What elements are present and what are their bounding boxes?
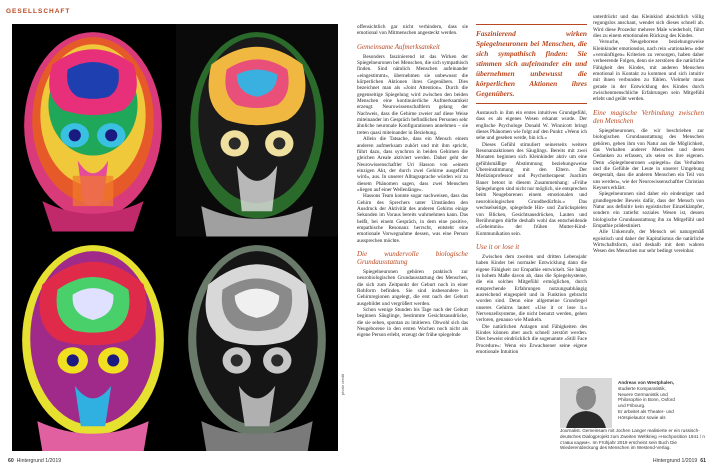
bio-line: Hörspielautor sowie als: [618, 414, 666, 420]
pull-quote: Faszinierend wirken Spiegelneuronen bei Menschen, die sich sympathisch finden: Sie stimmen sich aufeinander ein und übernehmen unbewusst die körperlichen Aktionen ihres Gegenübers.: [476, 24, 587, 104]
paragraph: Hassons Team konnte sogar nachweisen, dass das Gehirn des Sprechers unter Umständen den Ausdruck der Aktivität des anderen Gehirns einige Sekunden im Voraus bereits wahrnehmen kann. Das heißt, bei einem Gespräch, in dem eine positive, empathische Resonanz herrscht, entsteht eine emotionale Vorwegnahme dessen, was eine Person aussprechen möchte.: [357, 193, 468, 244]
mri-scan-bottom-left: [12, 239, 174, 452]
mri-photo-grid: [12, 24, 338, 451]
paragraph: offensichtlich gar nicht verhindern, dass sie emotional von Mitmenschen angesteckt werden.: [357, 24, 468, 37]
paragraph: Schon wenige Stunden bis Tage nach der Geburt beginnen Säuglinge, bestimmte Gesichtsausdrücke, die sie sehen, spontan zu imitieren. Obwohl sich das Neugeborene in den ersten Wochen noch nicht als eigene Person erlebt, erzeugt der frühe spiegelnde: [357, 307, 468, 339]
publication-title: Hintergrund 1/2019: [16, 458, 62, 464]
paragraph: Zwischen dem zweiten und dritten Lebensjahr haben Kinder bei normaler Entwicklung dann die eigene Fähigkeit zur Empathie entwickelt. Sie hängt in hohem Maße davon ab, dass die Spiegelsysteme, die ein solches Mitgefühl ermöglichen, durch entsprechende Erfahrungen nutzungsabhängig ausreichend eingespielt und in Funktion gebracht worden sind. Denn eine allgemeine Grundregel unseres Gehirns lautet: »Use it or lose it.« Nervenzellsysteme, die nicht benutzt werden, gehen verloren, genauso wie Muskeln.: [476, 253, 587, 324]
page-number: 61: [700, 458, 706, 464]
footer-right: [653, 458, 706, 464]
bio-line: studierte Komparatistik,: [618, 385, 666, 391]
mri-scan-bottom-right: [176, 239, 338, 452]
subheading: Eine magische Verbindung zwischen den Menschen: [593, 108, 704, 125]
paragraph: Besonders faszinierend ist das Wirken der Spiegelneuronen bei Menschen, die sich sympathisch finden. Sind nämlich Menschen aufeinander »eingestimmt«, übernehmen sie unbewusst die körperlichen Aktionen ihres Gegenübers. Dies bezeichnet man als »Joint Attention«. Durch die gegenseitige Spiegelung wird zwischen den beiden Menschen eine kontinuierliche Aufmerksamkeit erzeugt. Neurowissenschaftlern gelang der Nachweis, dass die Gehirne zweier auf diese Weise miteinander im Gespräch befindlichen Personen sehr ähnliche neuronale Konfigurationen annehmen – sie treten quasi miteinander in Beziehung.: [357, 53, 468, 136]
page-number: 60: [8, 458, 14, 464]
paragraph: Versuche, Neugeborene beziehungsweise Kleinkinder emotionslos, nach rein »rationalen« oder »vernünftigen« Kriterien zu versorgen, haben daher verheerende Folgen, denn sie zerstören die natürliche Fähigkeit des Kindes, mit anderen Menschen emotional in Kontakt zu kommen und sich intuitiv mit ihnen verbunden zu fühlen. Vielmehr muss gerade in der Entwicklung des Kindes durch zwischenmenschliche Erfahrungen sein Mitgefühl erlebt und geübt werden.: [593, 39, 704, 103]
paragraph: Spiegelneuronen sind daher ein eindeutiger und grundlegender Beweis dafür, dass der Mensch von Natur aus definitiv kein egoistischer Einzelkämpfer, sondern ein zutiefst soziales Wesen ist, dessen biologische Grundausstattung ihn zu Mitgefühl und Empathie prädestiniert.: [593, 191, 704, 229]
bio-line: Neuere Germanistik und: [618, 391, 668, 397]
subheading: Use it or lose it: [476, 242, 520, 251]
publication-title: Hintergrund 1/2019: [652, 458, 698, 464]
bio-line: Er arbeitet als Theater- und: [618, 408, 674, 414]
mri-scan-top-left: [12, 24, 174, 237]
text-column-1: [357, 24, 468, 339]
footer-left: [8, 458, 61, 464]
bio-line: Philosophie in Bonn, Oxford: [618, 397, 675, 403]
section-tag: GESELLSCHAFT: [6, 8, 71, 15]
image-credit: photo credit: [340, 374, 345, 395]
subheading: Die wundervolle biologische Grundausstattung: [357, 250, 468, 266]
paragraph: Spiegelneuronen, die wir beschrieben zur biologischen Grundausstattung des Menschen gehören, geben ihm von Natur aus die Möglichkeit, das Verhalten anderer Menschen und deren Gedanken zu erfassen, als seien es ihre eigenen. Denn »Spiegelneuronen »spiegeln« das Verhalten und die Gefühle der Leute in unserer Umgebung dergestalt, dass die anderen Menschen ein Teil von uns werden«, wie der Neurowissenschaftler Christian Keysers erklärt.: [593, 127, 704, 191]
author-name: Andreas von Westphalen,: [618, 380, 675, 385]
author-bio-tail: Journalist. Gemeinsam mit Jochen Langer realisierte er ein russisch-deutsches Dialogprojekt zum Zweiten Weltkrieg »Hochposition 1941 / n ставш кадем«. Im Frühjahr 2019 erscheint sein Buch Die Wiederentdeckung des Menschen im Westend-Verlag.: [560, 428, 705, 451]
paragraph: Dieses Gefühl stimuliert seinerseits weitere Resonanzaktionen des Säuglings. Bereits mit zwei Monaten beginnen sich Kleinkinder aktiv um eine gefühlsmäßige Abstimmung beziehungsweise Übereinstimmung mit den Eltern. Der Medizinprofessor und Psychotherapeut Joachim Bauer betont in diesem Zusammenhang: »Frühe Spiegelungen sind nicht nur möglich, sie entsprechen beim Neugeborenen einem emotionalen und neurobiologischen Grundbedürfnis.« Das wechselseitige, spiegelnde Hin- und Zurückspielen von Blicken, Gesichtsausdrücken, Lauten und Berührungen dürfte deshalb wohl das entscheidende »Geheimnis« der frühen Mutter-Kind-Kommunikation sein.: [476, 141, 587, 237]
text-column-3: [593, 14, 704, 255]
paragraph: unterdrückt und das Kleinkind absichtlich völlig regungslos anschaut, wendet sich dieses schnell ab. Wird diese Prozedur mehrere Male wiederholt, führt dies zu einem emotionalen Rückzug des Kindes.: [593, 14, 704, 40]
paragraph: Allein die Tatsache, dass ein Mensch einem anderen aufmerksam zuhört und mit ihm spricht, führt dazu, dass synchron in beiden Gehirnen die gleichen Areale aktiviert werden. Daher geht der Neurowissenschaftler Uri Hasson von »einem einzigen Akt, der durch zwei Gehirne ausgeführt wird«, aus. In unserer Alltagssprache würden wir zu diesem Phänomen sagen, dass zwei Menschen »liegen auf einer Wellenlänge«.: [357, 136, 468, 193]
author-portrait: [560, 378, 612, 428]
bio-line: und Fribourg.: [618, 403, 646, 409]
text-column-2: [476, 24, 587, 355]
paragraph: Austausch in ihm ein erstes intuitives Grundgefühl, dass es als eigenes Wesen erkannt wurde. Der englische Psychologe Donald W. Winnicott bringt dieses Phänomen wie folgt auf den Punkt: »Wenn ich sehe und gesehen werde, bin ich.«: [476, 110, 587, 142]
paragraph: Spiegelneuronen gehören praktisch zur neurobiologischen Grundausstattung des Menschen, die sich zum Zeitpunkt der Geburt noch in einer Rohform befinden. Sie sind insbesondere in Gehirnregionen angelegt, die erst nach der Geburt ausgebildet und vergrößert werden.: [357, 269, 468, 307]
paragraph: Die natürlichen Anlagen und Fähigkeiten des Kindes können aber auch schnell zerstört werden. Dies beweist eindrücklich die sogenannte »Still Face Procedure«: Wenn ein Erwachsener seine eigene emotionale Intuition: [476, 323, 587, 356]
mri-scan-top-right: [176, 24, 338, 237]
author-bio-box: [618, 380, 708, 421]
subheading: Gemeinsame Aufmerksamkeit: [357, 42, 440, 51]
paragraph: Alle Unkenrufe, der Mensch sei naturgemäß egoistisch und daher der Kapitalismus die natürliche Wirtschaftsform, sind deshalb mit dem wahren Wesen des Menschen nur sehr bedingt vereinbar.: [593, 229, 704, 255]
